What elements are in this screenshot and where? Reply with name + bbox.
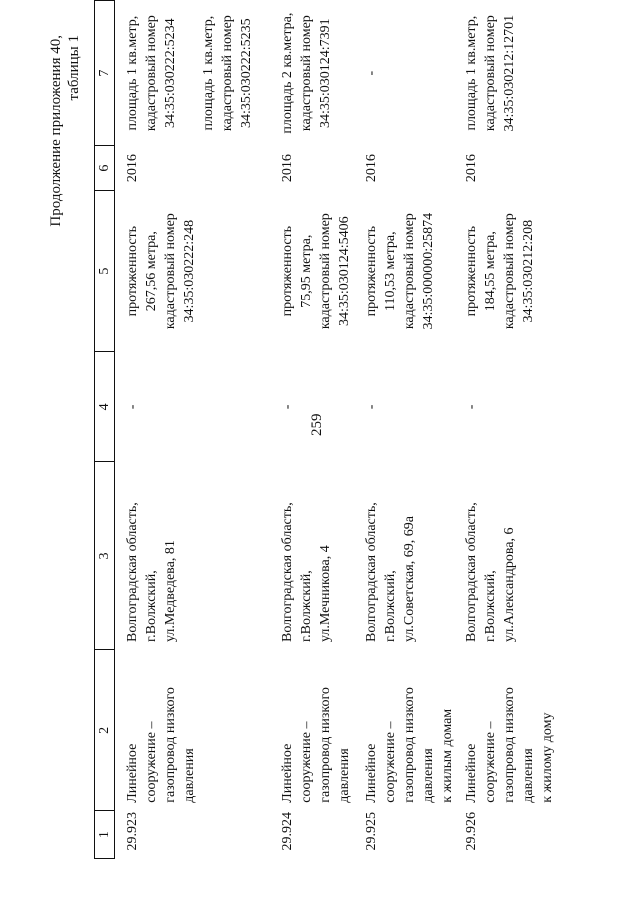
continuation-line-2: таблицы 1	[66, 35, 82, 101]
land-plot: площадь 1 кв.метр, кадастровый номер 34:35:030212:12701	[464, 14, 517, 132]
object-name: Линейное сооружение – газопровод низкого давления к жилому дому	[464, 687, 555, 803]
object-characteristics: протяженность 75,95 метра, кадастровый номер 34:35:030124:5406	[280, 213, 352, 330]
land-plot: площадь 1 кв.метр, кадастровый номер 34:35:030222:5234	[125, 15, 178, 132]
table-header-row	[95, 1, 115, 859]
header-col-3: 3	[95, 462, 115, 650]
object-address: Волгоградская область, г.Волжский, ул.Советская, 69, 69а	[364, 502, 417, 642]
header-col-6: 6	[95, 146, 115, 191]
column-4-value: -	[280, 404, 295, 410]
year: 2016	[125, 154, 140, 183]
land-plot: площадь 2 кв.метра, кадастровый номер 34:35:030124:7391	[280, 12, 333, 134]
continuation-line-1: Продолжение приложения 40,	[48, 35, 64, 227]
object-name: Линейное сооружение – газопровод низкого давления к жилым домам	[364, 687, 455, 803]
object-address: Волгоградская область, г.Волжский, ул.Мечникова, 4	[280, 502, 333, 642]
year: 2016	[364, 154, 379, 183]
appendix-table	[94, 0, 582, 859]
year: 2016	[280, 154, 295, 183]
object-characteristics: протяженность 267,56 метра, кадастровый номер 34:35:030222:248	[125, 213, 197, 330]
page-number: 259	[309, 413, 325, 436]
column-4-value: -	[464, 404, 479, 410]
table-row	[362, 1, 462, 859]
land-plot-info: -	[364, 70, 379, 76]
header-col-1: 1	[95, 811, 115, 859]
header-col-2: 2	[95, 650, 115, 811]
land-plot-info	[462, 1, 582, 146]
row-number: 29.924	[280, 812, 295, 851]
object-name: Линейное сооружение – газопровод низкого давления	[280, 687, 352, 803]
column-4-value: -	[125, 404, 140, 410]
object-address: Волгоградская область, г.Волжский, ул.Александрова, 6	[464, 502, 517, 642]
land-plot-info	[115, 1, 279, 146]
table-row	[462, 1, 582, 859]
object-characteristics: протяженность 110,53 метра, кадастровый номер 34:35:000000:25874	[364, 212, 436, 330]
object-characteristics: протяженность 184,55 метра, кадастровый номер 34:35:030212:208	[464, 213, 536, 330]
object-name: Линейное сооружение – газопровод низкого давления	[125, 687, 197, 803]
object-address: Волгоградская область, г.Волжский, ул.Медведева, 81	[125, 502, 178, 642]
land-plot-info	[278, 1, 362, 146]
header-col-5: 5	[95, 191, 115, 352]
table-row	[278, 1, 362, 859]
row-number: 29.923	[125, 812, 140, 851]
table-row	[115, 1, 279, 859]
year: 2016	[464, 154, 479, 183]
column-4-value: -	[364, 404, 379, 410]
header-col-4: 4	[95, 352, 115, 462]
row-number: 29.925	[364, 812, 379, 851]
row-number: 29.926	[464, 812, 479, 851]
header-col-7: 7	[95, 1, 115, 146]
land-plot: площадь 1 кв.метр, кадастровый номер 34:35:030222:5235	[201, 15, 254, 132]
continuation-caption	[47, 35, 83, 860]
